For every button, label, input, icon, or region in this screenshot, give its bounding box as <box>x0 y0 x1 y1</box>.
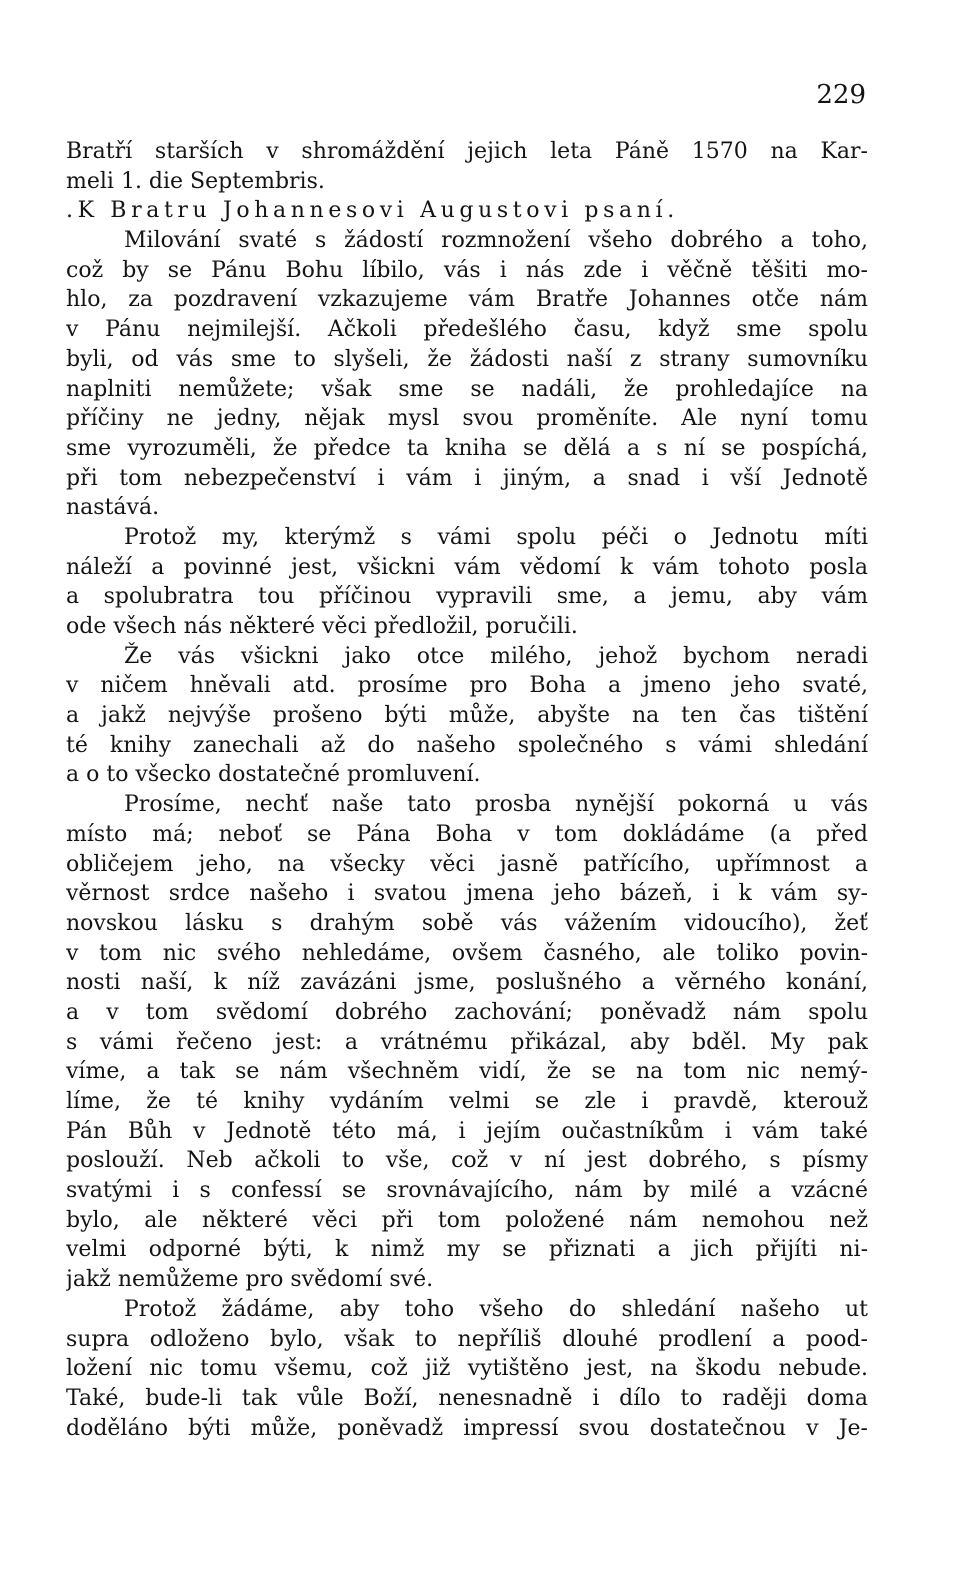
text-line: meli 1. die Septembris. <box>66 168 325 194</box>
text-line: ode všech nás některé věci předložil, poručili. <box>66 614 578 639</box>
text-line: velmi odporné býti, k nimž my se přiznati a jich přijíti ni- <box>66 1237 868 1263</box>
text-line: sme vyrozuměli, že předce ta kniha se dělá a s ní se pospíchá, <box>66 435 868 461</box>
text-line: doděláno býti může, poněvadž impressí svou dostatečnou v Je- <box>66 1415 868 1441</box>
text-line: Prosíme, nechť naše tato prosba nynější pokorná u vás <box>124 792 868 818</box>
text-line: obličejem jeho, na všecky věci jasně patřícího, upřímnost a <box>66 851 868 877</box>
text-line: naplniti nemůžete; však sme se nadáli, že prohledajíce na <box>66 376 868 402</box>
text-line: svatými i s confessí se srovnávajícího, nám by milé a vzácné <box>66 1178 868 1204</box>
text-line: byli, od vás sme to slyšeli, že žádosti naší z strany sumovníku <box>66 346 868 372</box>
text-line: Pán Bůh v Jednotě této má, i jejím oučastníkům i vám také <box>66 1118 868 1144</box>
text-line: hlo, za pozdravení vzkazujeme vám Bratře Johannes otče nám <box>66 287 868 313</box>
text-line: v tom nic svého nehledáme, ovšem časného, ale toliko povin- <box>66 940 868 966</box>
text-line: nastává. <box>66 495 160 521</box>
text-line: náleží a povinné jest, všickni vám vědomí k vám tohoto posla <box>66 554 868 580</box>
text-line: víme, a tak se nám všechněm vidí, že se na tom nic nemý- <box>66 1059 868 1085</box>
text-line: líme, že té knihy vydáním velmi se zle i pravdě, kterouž <box>66 1089 868 1114</box>
text-line: Protož žádáme, aby toho všeho do shledání našeho ut <box>124 1296 868 1322</box>
text-line: té knihy zanechali až do našeho společného s vámi shledání <box>66 732 868 758</box>
letter-heading: .K Bratru Johannesovi Augustovi psaní. <box>66 198 679 224</box>
text-line: a o to všecko dostatečné promluvení. <box>66 762 481 788</box>
body-text <box>66 137 868 1443</box>
text-line: věrnost srdce našeho i svatou jmena jeho bázeň, i k vám sy- <box>66 881 868 907</box>
text-line: bylo, ale některé věci při tom položené nám nemohou než <box>66 1207 868 1233</box>
text-line: a jakž nejvýše prošeno býti může, abyšte na ten čas tištění <box>66 703 868 729</box>
text-line: novskou lásku s drahým sobě vás vážením vidoucího), žeť <box>66 910 868 936</box>
text-line: v Pánu nejmilejší. Ačkoli předešlého času, když sme spolu <box>66 317 868 343</box>
text-line: což by se Pánu Bohu líbilo, vás i nás zde i věčně těšiti mo- <box>66 257 868 283</box>
text-line: s vámi řečeno jest: a vrátnému přikázal, aby bděl. My pak <box>66 1029 868 1055</box>
text-line: Že vás všickni jako otce milého, jehož bychom neradi <box>124 643 868 669</box>
text-line: poslouží. Neb ačkoli to vše, což v ní jest dobrého, s písmy <box>66 1148 868 1174</box>
text-line: Milování svaté s žádostí rozmnožení všeho dobrého a toho, <box>124 228 868 254</box>
text-line: při tom nebezpečenství i vám i jiným, a snad i vší Jednotě <box>66 465 868 491</box>
text-line: příčiny ne jedny, nějak mysl svou proměníte. Ale nyní tomu <box>66 406 868 432</box>
text-line: Bratří starších v shromáždění jejich leta Páně 1570 na Kar- <box>66 139 868 164</box>
text-line: ložení nic tomu všemu, což již vytištěno jest, na škodu nebude. <box>66 1356 868 1382</box>
text-line: a spolubratra tou příčinou vypravili sme, a jemu, aby vám <box>66 584 868 610</box>
text-line: a v tom svědomí dobrého zachování; poněvadž nám spolu <box>66 999 868 1025</box>
text-line: supra odloženo bylo, však to nepříliš dlouhé prodlení a pood- <box>66 1326 868 1352</box>
page-number: 229 <box>816 80 866 110</box>
text-line: v ničem hněvali atd. prosíme pro Boha a jmeno jeho svaté, <box>66 673 868 699</box>
text-line: Protož my, kterýmž s vámi spolu péči o Jednotu míti <box>124 524 868 550</box>
text-line: Také, bude-li tak vůle Boží, nenesnadně i dílo to raději doma <box>66 1385 868 1411</box>
text-line: místo má; neboť se Pána Boha v tom dokládáme (a před <box>66 821 868 847</box>
text-line: jakž nemůžeme pro svědomí své. <box>66 1267 434 1293</box>
text-line: nosti naší, k níž zavázáni jsme, poslušného a věrného konání, <box>66 970 868 996</box>
